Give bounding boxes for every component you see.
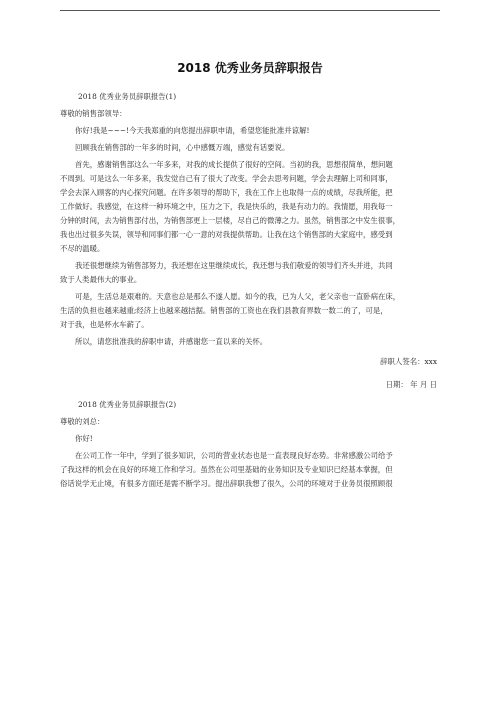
salutation: 尊敬的刘总： (60, 417, 105, 426)
paragraph-line: 回顾我在销售部的一年多的时间，心中感慨万端，感觉有话要说。 (75, 143, 290, 152)
paragraph (60, 141, 440, 155)
paragraph-line: 工作做好。我感觉，在这样一种环境之中，压力之下，我是快乐的，我是有动力的。我情愿，用我每一 (60, 202, 393, 211)
section-1 (60, 90, 440, 392)
signature-line: 辞职人签名：xxx (380, 357, 437, 366)
paragraph-line: 致于人类最伟大的事业。 (60, 275, 142, 284)
salutation: 尊敬的销售部领导： (60, 109, 127, 118)
paragraph (60, 158, 440, 256)
paragraph-line: 对于我，也是杯水车薪了。 (60, 320, 149, 329)
document-title: 2018 优秀业务员辞职报告 (177, 61, 323, 75)
paragraph-line: 首先，感谢销售部这么一年多来，对我的成长提供了很好的空间。当初的我，思想很简单，想问题 (75, 160, 393, 169)
paragraph-line: 可是，生活总是艰难的。天意也总是那么不遂人愿。如今的我，已为人父，老父亲也一直卧病在床， (75, 292, 401, 301)
paragraph-line: 所以，请您批准我的辞职申请，并感谢您一直以来的关怀。 (75, 337, 268, 346)
greeting: 你好! (75, 434, 93, 443)
paragraph (60, 290, 440, 332)
document-page (60, 60, 440, 494)
paragraph-line: 了我这样的机会在良好的环境工作和学习。虽然在公司里基础的业务知识及专业知识已经基本掌握，但 (60, 465, 393, 474)
paragraph (60, 259, 440, 287)
section-2 (60, 398, 440, 491)
paragraph-line: 俗话说学无止境，有很多方面还是需不断学习。提出辞职我想了很久，公司的环境对于业务员很照顾很 (60, 479, 393, 488)
paragraph-line: 分钟的时间，去为销售部付出，为销售部更上一层楼，尽自己的微薄之力。虽然，销售部之中发生很事， (60, 216, 400, 225)
paragraph-line: 不尽的温暖。 (60, 244, 105, 253)
section-heading: 2018 优秀业务员辞职报告(1) (78, 92, 177, 101)
paragraph-line: 不周到。可是这么一年多来，我发觉自己有了很大了改变。学会去思考问题，学会去理解上司和同事， (60, 174, 393, 183)
header-rule (60, 10, 440, 11)
paragraph (60, 335, 440, 349)
paragraph-line: 你好!我是~~~!今天我郑重的向您提出辞职申请，希望您能批准并谅解! (75, 126, 310, 135)
paragraph-line: 学会去深入顾客的内心探究问题。在许多领导的帮助下，我在工作上也取得一点的成绩，尽我所能，把 (60, 188, 393, 197)
section-heading: 2018 优秀业务员辞职报告(2) (78, 400, 177, 409)
paragraph-line: 我也出过很多失误，领导和同事们都一心一意的对我提供帮助。让我在这个销售部的大家庭中，感受到 (60, 230, 393, 239)
paragraph (60, 124, 440, 138)
paragraph-line: 生活的负担也越来越重;经济上也越来越拮据。销售部的工资也在我们县教育界数一数二的了，可是， (60, 306, 388, 315)
paragraph-line: 在公司工作一年中，学到了很多知识，公司的营业状态也是一直表现良好态势。非常感激公司给予 (75, 451, 393, 460)
paragraph-line: 我还很想继续为销售部努力，我还想在这里继续成长，我还想与我们敬爱的领导们齐头并进，共同 (75, 261, 393, 270)
paragraph (60, 449, 440, 491)
date-line: 日期： 年 月 日 (385, 380, 437, 389)
